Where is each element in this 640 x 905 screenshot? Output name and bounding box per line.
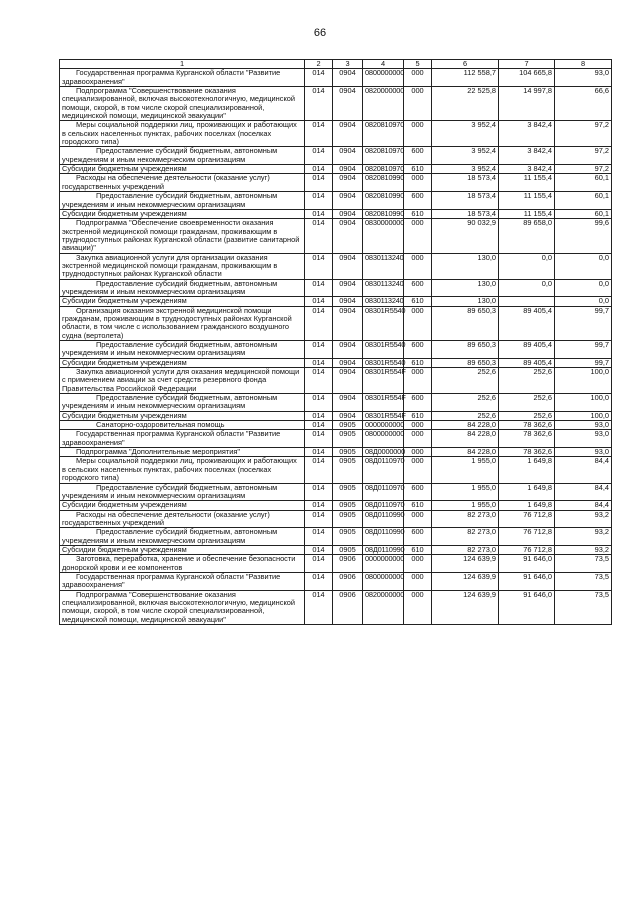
cell-expense-type: 610 <box>404 297 432 306</box>
cell-ministry: 014 <box>305 590 333 624</box>
cell-ministry: 014 <box>305 421 333 430</box>
cell-executed: 76 712,8 <box>499 510 555 528</box>
row-name: Предоставление субсидий бюджетным, автономным учреждениям и иным некоммерческим организациям <box>60 279 305 297</box>
cell-percent: 66,6 <box>555 87 612 121</box>
cell-planned: 90 032,9 <box>432 219 499 253</box>
cell-executed: 11 155,4 <box>499 192 555 210</box>
cell-executed: 89 405,4 <box>499 358 555 367</box>
cell-percent: 60,1 <box>555 192 612 210</box>
cell-target-code: 08301R554F <box>363 394 404 412</box>
row-name: Подпрограмма "Совершенствование оказания специализированной, включая высокотехнологичную, медицинской помощи, скорой, в том числе скорой специализированной, медицинской помощи, медицинской эвакуации" <box>60 590 305 624</box>
table-row <box>60 555 612 573</box>
cell-planned: 112 558,7 <box>432 69 499 87</box>
cell-section: 0905 <box>333 510 363 528</box>
cell-percent: 93,0 <box>555 421 612 430</box>
cell-section: 0904 <box>333 165 363 174</box>
table-row <box>60 430 612 448</box>
cell-section: 0904 <box>333 297 363 306</box>
cell-expense-type: 000 <box>404 510 432 528</box>
budget-table <box>59 59 612 625</box>
cell-section: 0905 <box>333 528 363 546</box>
cell-section: 0904 <box>333 147 363 165</box>
cell-planned: 84 228,0 <box>432 448 499 457</box>
row-name: Предоставление субсидий бюджетным, автономным учреждениям и иным некоммерческим организациям <box>60 192 305 210</box>
cell-percent: 84,4 <box>555 457 612 483</box>
cell-target-code: 08301R554F <box>363 368 404 394</box>
row-name: Подпрограмма "Совершенствование оказания специализированной, включая высокотехнологичную, медицинской помощи, скорой, в том числе скорой специализированной, медицинской помощи, медицинской эвакуации" <box>60 87 305 121</box>
cell-planned: 3 952,4 <box>432 165 499 174</box>
cell-expense-type: 600 <box>404 192 432 210</box>
cell-percent: 0,0 <box>555 253 612 279</box>
row-name: Государственная программа Курганской области "Развитие здравоохранения" <box>60 430 305 448</box>
cell-ministry: 014 <box>305 121 333 147</box>
cell-executed: 1 649,8 <box>499 483 555 501</box>
cell-section: 0905 <box>333 483 363 501</box>
cell-percent: 97,2 <box>555 165 612 174</box>
cell-planned: 3 952,4 <box>432 147 499 165</box>
cell-ministry: 014 <box>305 368 333 394</box>
cell-percent: 0,0 <box>555 279 612 297</box>
cell-planned: 3 952,4 <box>432 121 499 147</box>
cell-target-code: 0820810990 <box>363 192 404 210</box>
cell-section: 0904 <box>333 341 363 359</box>
table-row <box>60 394 612 412</box>
table-row <box>60 510 612 528</box>
row-name: Государственная программа Курганской области "Развитие здравоохранения" <box>60 69 305 87</box>
row-name: Организация оказания экстренной медицинской помощи гражданам, проживающим в труднодоступных районах Курганской области, в том числе с использованием гражданского воздушного судна (вертолета) <box>60 306 305 340</box>
row-name: Санаторно-оздоровительная помощь <box>60 421 305 430</box>
table-row <box>60 147 612 165</box>
cell-planned: 82 273,0 <box>432 510 499 528</box>
cell-ministry: 014 <box>305 147 333 165</box>
column-header: 5 <box>404 60 432 69</box>
table-row <box>60 501 612 510</box>
cell-section: 0904 <box>333 358 363 367</box>
cell-section: 0904 <box>333 368 363 394</box>
cell-planned: 18 573,4 <box>432 209 499 218</box>
cell-planned: 252,6 <box>432 411 499 420</box>
cell-percent: 73,5 <box>555 555 612 573</box>
cell-expense-type: 000 <box>404 430 432 448</box>
cell-executed: 91 646,0 <box>499 572 555 590</box>
cell-executed: 252,6 <box>499 411 555 420</box>
table-row <box>60 219 612 253</box>
cell-expense-type: 600 <box>404 483 432 501</box>
table-row <box>60 306 612 340</box>
cell-planned: 124 639,9 <box>432 555 499 573</box>
cell-target-code: 0830113240 <box>363 279 404 297</box>
cell-planned: 18 573,4 <box>432 192 499 210</box>
cell-ministry: 014 <box>305 297 333 306</box>
cell-ministry: 014 <box>305 253 333 279</box>
cell-executed: 3 842,4 <box>499 165 555 174</box>
cell-executed <box>499 297 555 306</box>
cell-target-code: 0820810970 <box>363 165 404 174</box>
cell-planned: 22 525,8 <box>432 87 499 121</box>
cell-target-code: 08Д0110990 <box>363 545 404 554</box>
cell-executed: 78 362,6 <box>499 448 555 457</box>
cell-percent: 99,7 <box>555 358 612 367</box>
cell-expense-type: 610 <box>404 501 432 510</box>
cell-executed: 76 712,8 <box>499 545 555 554</box>
cell-expense-type: 000 <box>404 121 432 147</box>
row-name: Субсидии бюджетным учреждениям <box>60 358 305 367</box>
column-header: 1 <box>60 60 305 69</box>
row-name: Меры социальной поддержки лиц, проживающих и работающих в сельских населенных пунктах, рабочих поселках (поселках городского типа) <box>60 457 305 483</box>
cell-target-code: 0820810970 <box>363 147 404 165</box>
cell-executed: 3 842,4 <box>499 121 555 147</box>
table-row <box>60 174 612 192</box>
cell-planned: 89 650,3 <box>432 341 499 359</box>
cell-ministry: 014 <box>305 219 333 253</box>
row-name: Субсидии бюджетным учреждениям <box>60 501 305 510</box>
cell-expense-type: 600 <box>404 147 432 165</box>
table-row <box>60 457 612 483</box>
cell-section: 0904 <box>333 306 363 340</box>
cell-ministry: 014 <box>305 510 333 528</box>
cell-planned: 124 639,9 <box>432 590 499 624</box>
cell-target-code: 0820000000 <box>363 87 404 121</box>
cell-section: 0905 <box>333 430 363 448</box>
cell-expense-type: 000 <box>404 253 432 279</box>
row-name: Государственная программа Курганской области "Развитие здравоохранения" <box>60 572 305 590</box>
cell-planned: 252,6 <box>432 394 499 412</box>
row-name: Подпрограмма "Обеспечение своевременности оказания экстренной медицинской помощи гражданам, проживающим в труднодоступных районах Курганской области (развитие санитарной авиации)" <box>60 219 305 253</box>
cell-ministry: 014 <box>305 192 333 210</box>
cell-expense-type: 000 <box>404 421 432 430</box>
cell-target-code: 0000000000 <box>363 421 404 430</box>
cell-executed: 91 646,0 <box>499 590 555 624</box>
cell-ministry: 014 <box>305 209 333 218</box>
cell-ministry: 014 <box>305 545 333 554</box>
column-header: 4 <box>363 60 404 69</box>
cell-section: 0905 <box>333 421 363 430</box>
cell-executed: 0,0 <box>499 253 555 279</box>
cell-executed: 78 362,6 <box>499 430 555 448</box>
page-number: 66 <box>313 27 327 39</box>
row-name: Предоставление субсидий бюджетным, автономным учреждениям и иным некоммерческим организациям <box>60 394 305 412</box>
cell-planned: 89 650,3 <box>432 306 499 340</box>
cell-expense-type: 000 <box>404 572 432 590</box>
cell-executed: 0,0 <box>499 279 555 297</box>
cell-ministry: 014 <box>305 448 333 457</box>
cell-target-code: 08301R554F <box>363 411 404 420</box>
cell-ministry: 014 <box>305 457 333 483</box>
cell-section: 0905 <box>333 501 363 510</box>
cell-ministry: 014 <box>305 555 333 573</box>
cell-executed: 89 405,4 <box>499 341 555 359</box>
cell-percent: 97,2 <box>555 121 612 147</box>
cell-percent: 84,4 <box>555 483 612 501</box>
cell-executed: 11 155,4 <box>499 209 555 218</box>
cell-ministry: 014 <box>305 279 333 297</box>
cell-target-code: 0830000000 <box>363 219 404 253</box>
cell-executed: 14 997,8 <box>499 87 555 121</box>
cell-target-code: 08Д0110990 <box>363 510 404 528</box>
cell-expense-type: 610 <box>404 545 432 554</box>
cell-planned: 82 273,0 <box>432 528 499 546</box>
cell-ministry: 014 <box>305 358 333 367</box>
cell-expense-type: 000 <box>404 174 432 192</box>
cell-expense-type: 000 <box>404 69 432 87</box>
cell-target-code: 0820810970 <box>363 121 404 147</box>
table-row <box>60 483 612 501</box>
cell-percent: 100,0 <box>555 368 612 394</box>
cell-executed: 104 665,8 <box>499 69 555 87</box>
cell-section: 0904 <box>333 279 363 297</box>
table-row <box>60 341 612 359</box>
cell-executed: 11 155,4 <box>499 174 555 192</box>
cell-ministry: 014 <box>305 165 333 174</box>
cell-expense-type: 610 <box>404 358 432 367</box>
table-row <box>60 87 612 121</box>
cell-target-code: 0830113240 <box>363 253 404 279</box>
column-header: 7 <box>499 60 555 69</box>
cell-executed: 252,6 <box>499 394 555 412</box>
cell-section: 0904 <box>333 219 363 253</box>
cell-ministry: 014 <box>305 411 333 420</box>
cell-expense-type: 600 <box>404 528 432 546</box>
cell-percent: 93,2 <box>555 528 612 546</box>
cell-planned: 18 573,4 <box>432 174 499 192</box>
row-name: Расходы на обеспечение деятельности (оказание услуг) государственных учреждений <box>60 510 305 528</box>
cell-ministry: 014 <box>305 501 333 510</box>
cell-percent: 93,2 <box>555 510 612 528</box>
cell-target-code: 08301R5540 <box>363 306 404 340</box>
cell-target-code: 0820810990 <box>363 174 404 192</box>
cell-executed: 91 646,0 <box>499 555 555 573</box>
row-name: Предоставление субсидий бюджетным, автономным учреждениям и иным некоммерческим организациям <box>60 483 305 501</box>
cell-ministry: 014 <box>305 69 333 87</box>
cell-target-code: 08301R5540 <box>363 358 404 367</box>
table-row <box>60 590 612 624</box>
row-name: Предоставление субсидий бюджетным, автономным учреждениям и иным некоммерческим организациям <box>60 147 305 165</box>
cell-percent: 73,5 <box>555 590 612 624</box>
table-row <box>60 297 612 306</box>
cell-expense-type: 000 <box>404 306 432 340</box>
row-name: Расходы на обеспечение деятельности (оказание услуг) государственных учреждений <box>60 174 305 192</box>
row-name: Закупка авиационной услуги для организации оказания экстренной медицинской помощи гражданам, проживающим в труднодоступных районах Курганской области <box>60 253 305 279</box>
row-name: Субсидии бюджетным учреждениям <box>60 545 305 554</box>
cell-executed: 89 405,4 <box>499 306 555 340</box>
cell-planned: 252,6 <box>432 368 499 394</box>
cell-target-code: 0800000000 <box>363 69 404 87</box>
table-row <box>60 368 612 394</box>
cell-ministry: 014 <box>305 483 333 501</box>
cell-expense-type: 000 <box>404 590 432 624</box>
cell-planned: 130,0 <box>432 253 499 279</box>
row-name: Предоставление субсидий бюджетным, автономным учреждениям и иным некоммерческим организациям <box>60 341 305 359</box>
cell-expense-type: 000 <box>404 457 432 483</box>
cell-target-code: 0820000000 <box>363 590 404 624</box>
column-header: 6 <box>432 60 499 69</box>
cell-target-code: 0820810990 <box>363 209 404 218</box>
row-name: Субсидии бюджетным учреждениям <box>60 297 305 306</box>
cell-section: 0904 <box>333 192 363 210</box>
cell-expense-type: 610 <box>404 165 432 174</box>
row-name: Субсидии бюджетным учреждениям <box>60 411 305 420</box>
cell-ministry: 014 <box>305 394 333 412</box>
cell-expense-type: 000 <box>404 87 432 121</box>
cell-percent: 0,0 <box>555 297 612 306</box>
cell-ministry: 014 <box>305 528 333 546</box>
cell-planned: 1 955,0 <box>432 483 499 501</box>
row-name: Закупка авиационной услуги для оказания медицинской помощи с применением авиации за счет средств резервного фонда Правительства Российской Федерации <box>60 368 305 394</box>
cell-section: 0904 <box>333 253 363 279</box>
cell-expense-type: 000 <box>404 368 432 394</box>
cell-section: 0904 <box>333 174 363 192</box>
cell-planned: 124 639,9 <box>432 572 499 590</box>
table-row <box>60 528 612 546</box>
cell-expense-type: 600 <box>404 341 432 359</box>
cell-percent: 100,0 <box>555 411 612 420</box>
cell-executed: 89 658,0 <box>499 219 555 253</box>
cell-ministry: 014 <box>305 341 333 359</box>
cell-percent: 99,7 <box>555 341 612 359</box>
cell-executed: 78 362,6 <box>499 421 555 430</box>
cell-expense-type: 000 <box>404 555 432 573</box>
cell-planned: 84 228,0 <box>432 421 499 430</box>
cell-percent: 97,2 <box>555 147 612 165</box>
cell-ministry: 014 <box>305 87 333 121</box>
table-body <box>60 69 612 625</box>
cell-planned: 130,0 <box>432 297 499 306</box>
cell-target-code: 0000000000 <box>363 555 404 573</box>
cell-planned: 84 228,0 <box>432 430 499 448</box>
cell-planned: 1 955,0 <box>432 501 499 510</box>
cell-planned: 130,0 <box>432 279 499 297</box>
cell-section: 0904 <box>333 87 363 121</box>
cell-target-code: 08Д0110990 <box>363 528 404 546</box>
cell-target-code: 0800000000 <box>363 430 404 448</box>
cell-target-code: 08Д0000000 <box>363 448 404 457</box>
column-header: 3 <box>333 60 363 69</box>
cell-section: 0906 <box>333 590 363 624</box>
cell-section: 0904 <box>333 121 363 147</box>
cell-section: 0904 <box>333 394 363 412</box>
table-row <box>60 572 612 590</box>
table-row <box>60 192 612 210</box>
cell-expense-type: 610 <box>404 411 432 420</box>
cell-section: 0905 <box>333 448 363 457</box>
cell-section: 0906 <box>333 572 363 590</box>
cell-planned: 89 650,3 <box>432 358 499 367</box>
cell-target-code: 08Д0110970 <box>363 457 404 483</box>
cell-percent: 93,0 <box>555 448 612 457</box>
cell-ministry: 014 <box>305 306 333 340</box>
cell-executed: 1 649,8 <box>499 457 555 483</box>
table-row <box>60 253 612 279</box>
cell-executed: 76 712,8 <box>499 528 555 546</box>
cell-percent: 60,1 <box>555 209 612 218</box>
cell-percent: 99,7 <box>555 306 612 340</box>
cell-executed: 252,6 <box>499 368 555 394</box>
cell-expense-type: 600 <box>404 394 432 412</box>
cell-percent: 93,0 <box>555 430 612 448</box>
cell-percent: 100,0 <box>555 394 612 412</box>
cell-percent: 60,1 <box>555 174 612 192</box>
cell-percent: 84,4 <box>555 501 612 510</box>
row-name: Субсидии бюджетным учреждениям <box>60 209 305 218</box>
cell-target-code: 0830113240 <box>363 297 404 306</box>
cell-percent: 93,2 <box>555 545 612 554</box>
cell-expense-type: 600 <box>404 279 432 297</box>
cell-percent: 93,0 <box>555 69 612 87</box>
cell-section: 0905 <box>333 545 363 554</box>
cell-executed: 3 842,4 <box>499 147 555 165</box>
cell-section: 0904 <box>333 69 363 87</box>
cell-executed: 1 649,8 <box>499 501 555 510</box>
cell-target-code: 0800000000 <box>363 572 404 590</box>
cell-planned: 82 273,0 <box>432 545 499 554</box>
cell-percent: 99,6 <box>555 219 612 253</box>
column-header: 8 <box>555 60 612 69</box>
table-row <box>60 69 612 87</box>
table-row <box>60 279 612 297</box>
row-name: Предоставление субсидий бюджетным, автономным учреждениям и иным некоммерческим организациям <box>60 528 305 546</box>
cell-target-code: 08Д0110970 <box>363 483 404 501</box>
cell-percent: 73,5 <box>555 572 612 590</box>
column-header: 2 <box>305 60 333 69</box>
cell-section: 0904 <box>333 209 363 218</box>
table-row <box>60 121 612 147</box>
cell-section: 0905 <box>333 457 363 483</box>
cell-planned: 1 955,0 <box>432 457 499 483</box>
cell-expense-type: 000 <box>404 219 432 253</box>
cell-target-code: 08Д0110970 <box>363 501 404 510</box>
row-name: Заготовка, переработка, хранение и обеспечение безопасности донорской крови и ее компонентов <box>60 555 305 573</box>
row-name: Субсидии бюджетным учреждениям <box>60 165 305 174</box>
cell-ministry: 014 <box>305 430 333 448</box>
cell-ministry: 014 <box>305 572 333 590</box>
row-name: Меры социальной поддержки лиц, проживающих и работающих в сельских населенных пунктах, рабочих поселках (поселках городского типа) <box>60 121 305 147</box>
cell-ministry: 014 <box>305 174 333 192</box>
cell-expense-type: 610 <box>404 209 432 218</box>
cell-section: 0904 <box>333 411 363 420</box>
cell-expense-type: 000 <box>404 448 432 457</box>
cell-section: 0906 <box>333 555 363 573</box>
cell-target-code: 08301R5540 <box>363 341 404 359</box>
row-name: Подпрограмма "Дополнительные мероприятия" <box>60 448 305 457</box>
